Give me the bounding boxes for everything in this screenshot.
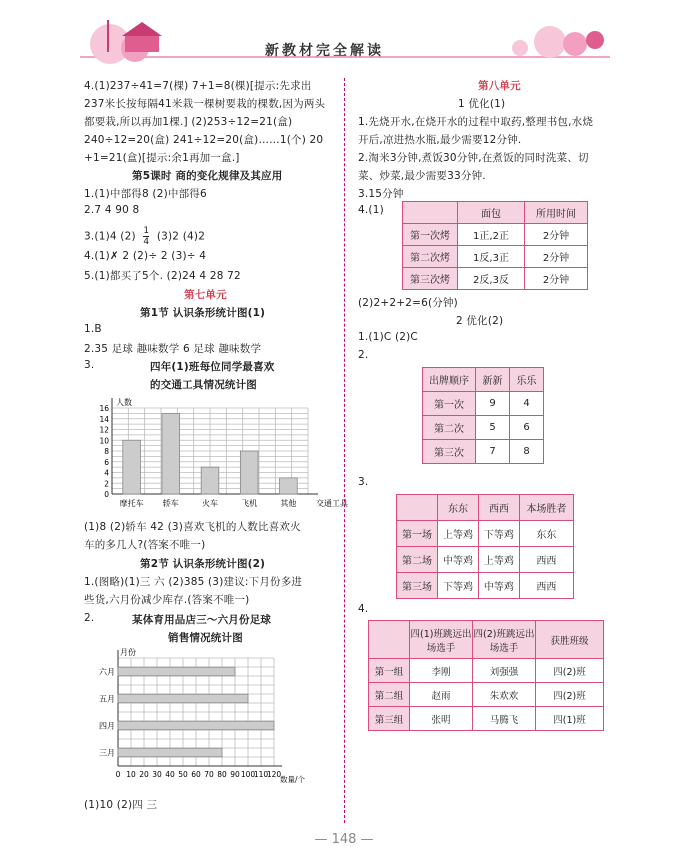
table-cell: 5 xyxy=(476,416,510,440)
q3-prefix: 3.(1)4 (2) xyxy=(84,230,136,243)
table-header: 四(1)班跳远出场选手 xyxy=(410,621,473,659)
bar xyxy=(162,413,180,494)
q3-suffix: (3)2 (4)2 xyxy=(156,230,206,243)
table-header: 面包 xyxy=(458,202,525,224)
text-line: 3.15分钟 xyxy=(358,188,404,200)
page-number-value: 148 xyxy=(331,832,357,847)
question-label: 2. xyxy=(84,612,95,624)
question-label: 4. xyxy=(358,603,369,615)
table-cell: 第一场 xyxy=(397,521,438,547)
question-label: 2. xyxy=(358,349,369,361)
table-cell: 刘强强 xyxy=(473,659,536,683)
table-cell: 第三次烤 xyxy=(403,268,458,290)
text-line: 些货,六月份减少库存.(答案不唯一) xyxy=(84,594,250,606)
x-tick-label: 火车 xyxy=(202,499,218,508)
column-divider xyxy=(344,78,345,823)
table-cell: 第一次烤 xyxy=(403,224,458,246)
table-cell: 第三场 xyxy=(397,573,438,599)
table-cell: 张明 xyxy=(410,707,473,731)
table-cell: 1反,3正 xyxy=(458,246,525,268)
y-tick-label: 8 xyxy=(104,447,109,456)
fraction xyxy=(143,226,149,247)
table-cards xyxy=(422,367,544,464)
y-axis-label: 人数 xyxy=(116,398,132,407)
table-cell: 7 xyxy=(476,440,510,464)
text-line: 都要栽,所以再加1棵.] (2)253÷12=21(盒) xyxy=(84,116,293,128)
x-tick-label: 110 xyxy=(253,770,269,779)
text-line: 237米长按每隔41米栽一棵树要栽的棵数,因为两头 xyxy=(84,98,326,110)
y-tick-label: 三月 xyxy=(99,748,115,758)
table-header: 乐乐 xyxy=(510,368,544,392)
table-header: 本场胜者 xyxy=(519,495,573,521)
sub1-title: 1 优化(1) xyxy=(458,98,506,110)
text-line: 4.(1)237÷41=7(棵) 7+1=8(棵)[提示:先求出 xyxy=(84,80,312,92)
text-line: 2.7 4 90 8 xyxy=(84,204,140,216)
bar xyxy=(240,451,258,494)
table-cell: 四(1)班 xyxy=(536,707,604,731)
table-cell: 第三次 xyxy=(423,440,476,464)
table-cell: 西西 xyxy=(519,547,573,573)
table-cell: 第二次 xyxy=(423,416,476,440)
x-tick-label: 80 xyxy=(217,770,227,779)
table-header: 获胜班级 xyxy=(536,621,604,659)
table-cockfight xyxy=(396,494,574,599)
fraction-denominator: 4 xyxy=(143,237,150,247)
fraction-numerator: 1 xyxy=(143,226,150,236)
text-line: 2.淘米3分钟,煮饭30分钟,在煮饭的同时洗菜、切 xyxy=(358,152,589,164)
chart-vertical-bar xyxy=(84,394,348,514)
table-cell: 9 xyxy=(476,392,510,416)
table-cell: 四(2)班 xyxy=(536,683,604,707)
sec1-title: 第1节 认识条形统计图(1) xyxy=(140,307,266,319)
x-tick-label: 其他 xyxy=(280,499,297,508)
page-number: — 148 — xyxy=(314,832,374,847)
text-line: 2.35 足球 趣味数学 6 足球 趣味数学 xyxy=(84,343,262,355)
chart-horizontal-bar xyxy=(84,644,344,792)
table-cell: 4 xyxy=(510,392,544,416)
chart1-title: 的交通工具情况统计图 xyxy=(150,379,257,391)
bar xyxy=(280,478,298,494)
table-cell: 东东 xyxy=(519,521,573,547)
x-tick-label: 0 xyxy=(115,770,121,779)
table-bread xyxy=(402,201,588,290)
header-title: 新教材完全解读 xyxy=(265,43,384,59)
x-tick-label: 90 xyxy=(230,770,240,779)
y-tick-label: 4 xyxy=(104,468,109,478)
table-header: 所用时间 xyxy=(525,202,588,224)
table-header xyxy=(397,495,438,521)
y-tick-label: 0 xyxy=(104,490,109,499)
table-cell: 马腾飞 xyxy=(473,707,536,731)
x-tick-label: 飞机 xyxy=(241,499,258,508)
x-tick-label: 50 xyxy=(178,770,188,779)
table-cell: 2分钟 xyxy=(525,224,588,246)
table-cell: 2分钟 xyxy=(525,268,588,290)
table-cell: 上等鸡 xyxy=(438,521,479,547)
x-tick-label: 70 xyxy=(204,770,214,779)
y-tick-label: 六月 xyxy=(99,667,115,677)
x-tick-label: 摩托车 xyxy=(119,499,144,508)
y-tick-label: 12 xyxy=(99,425,109,435)
y-tick-label: 五月 xyxy=(99,694,115,704)
table-cell: 下等鸡 xyxy=(438,573,479,599)
table-cell: 上等鸡 xyxy=(478,547,519,573)
y-axis-label: 月份 xyxy=(120,648,136,657)
table-header xyxy=(403,202,458,224)
text-line xyxy=(84,226,205,247)
table-cell: 赵雨 xyxy=(410,683,473,707)
unit7-title: 第七单元 xyxy=(184,289,227,301)
text-line: 开后,凉进热水瓶,最少需要12分钟. xyxy=(358,134,522,146)
table-cell: 中等鸡 xyxy=(478,573,519,599)
table-header: 东东 xyxy=(438,495,479,521)
text-line: 菜、炒菜,最少需要33分钟. xyxy=(358,170,486,182)
y-tick-label: 10 xyxy=(99,436,109,446)
text-line: (1)8 (2)轿车 42 (3)喜欢飞机的人数比喜欢火 xyxy=(84,521,301,533)
table-header xyxy=(369,621,410,659)
x-tick-label: 60 xyxy=(191,770,201,779)
table-cell: 四(2)班 xyxy=(536,659,604,683)
text-line: 240÷12=20(盒) 241÷12=20(盒)……1(个) 20 xyxy=(84,134,324,146)
table-cell: 第三组 xyxy=(369,707,410,731)
text-line: (2)2+2+2=6(分钟) xyxy=(358,297,458,309)
table-cell: 8 xyxy=(510,440,544,464)
x-tick-label: 120 xyxy=(266,770,282,779)
table-cell: 朱欢欢 xyxy=(473,683,536,707)
sub2-title: 2 优化(2) xyxy=(456,315,504,327)
y-tick-label: 16 xyxy=(99,404,109,413)
table-cell: 2分钟 xyxy=(525,246,588,268)
table-cell: 第一次 xyxy=(423,392,476,416)
y-tick-label: 6 xyxy=(104,457,109,467)
table-cell: 6 xyxy=(510,416,544,440)
text-line: 车的多几人?(答案不唯一) xyxy=(84,539,206,551)
y-tick-label: 2 xyxy=(104,479,109,489)
text-line: 1.先烧开水,在烧开水的过程中取药,整理书包,水烧 xyxy=(358,116,594,128)
table-cell: 西西 xyxy=(519,573,573,599)
text-line: 1.(1)C (2)C xyxy=(358,331,418,343)
table-cell: 第二场 xyxy=(397,547,438,573)
text-line: 4.(1)✗ 2 (2)÷ 2 (3)÷ 4 xyxy=(84,250,207,262)
text-line: 1.(1)中部得8 (2)中部得6 xyxy=(84,188,207,200)
question-label: 3. xyxy=(84,359,95,371)
sec2-title: 第2节 认识条形统计图(2) xyxy=(140,558,266,570)
chart2-title: 销售情况统计图 xyxy=(168,632,243,644)
bar xyxy=(118,721,274,730)
table-cell: 第二次烤 xyxy=(403,246,458,268)
table-cell: 1正,2正 xyxy=(458,224,525,246)
table-header: 四(2)班跳远出场选手 xyxy=(473,621,536,659)
table-cell: 李刚 xyxy=(410,659,473,683)
question-label: 4.(1) xyxy=(358,204,384,216)
y-tick-label: 14 xyxy=(99,414,109,424)
x-tick-label: 30 xyxy=(152,770,162,779)
table-cell: 下等鸡 xyxy=(478,521,519,547)
table-longjump xyxy=(368,620,604,731)
x-tick-label: 100 xyxy=(240,770,256,779)
table-cell: 第一组 xyxy=(369,659,410,683)
x-axis-label: 交通工具 xyxy=(316,499,348,508)
bar xyxy=(123,440,141,494)
table-header: 出牌顺序 xyxy=(423,368,476,392)
bar xyxy=(201,467,219,494)
header-banner xyxy=(80,14,610,70)
x-tick-label: 轿车 xyxy=(162,499,179,508)
text-line: 1.B xyxy=(84,323,102,335)
table-header: 新新 xyxy=(476,368,510,392)
chart1-title: 四年(1)班每位同学最喜欢 xyxy=(150,361,275,373)
x-axis-label: 数量/个 xyxy=(280,775,306,784)
unit8-title: 第八单元 xyxy=(478,80,521,92)
text-line: 1.(图略)(1)三 六 (2)385 (3)建议:下月份多进 xyxy=(84,576,303,588)
lesson5-title: 第5课时 商的变化规律及其应用 xyxy=(132,170,283,182)
question-label: 3. xyxy=(358,476,369,488)
x-tick-label: 10 xyxy=(126,770,136,779)
text-line: (1)10 (2)四 三 xyxy=(84,799,158,811)
chart2-title: 某体育用品店三～六月份足球 xyxy=(132,614,272,626)
table-cell: 2反,3反 xyxy=(458,268,525,290)
table-cell: 中等鸡 xyxy=(438,547,479,573)
bar xyxy=(118,748,222,757)
text-line: 5.(1)都买了5个. (2)24 4 28 72 xyxy=(84,270,241,282)
x-tick-label: 40 xyxy=(165,770,175,779)
table-header: 西西 xyxy=(478,495,519,521)
table-cell: 第二组 xyxy=(369,683,410,707)
x-tick-label: 20 xyxy=(139,770,149,779)
text-line: +1=21(盒)[提示:余1再加一盒.] xyxy=(84,152,240,164)
bar xyxy=(118,694,248,703)
bar xyxy=(118,667,235,676)
y-tick-label: 四月 xyxy=(99,721,115,731)
